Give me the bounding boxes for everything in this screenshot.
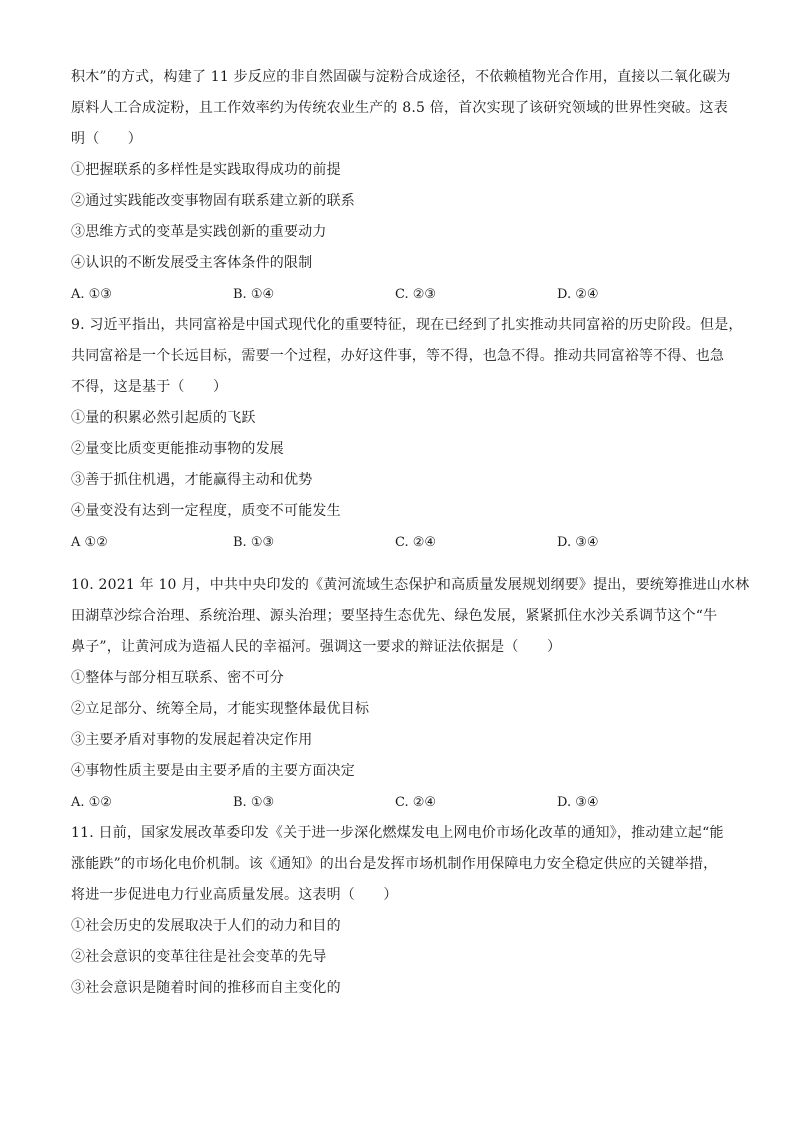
- question-11-stem-line: 将进一步促进电力行业高质量发展。这表明（ ）: [71, 887, 398, 903]
- question-9-stem-line: 9. 习近平指出，共同富裕是中国式现代化的重要特征，现在已经到了扎实推动共同富裕的历史阶段。但是，: [71, 317, 743, 333]
- question-8-item: ②通过实践能改变事物固有联系建立新的联系: [71, 193, 355, 209]
- question-10-stem-line: 鼻子”，让黄河成为造福人民的幸福河。强调这一要求的辩证法依据是（ ）: [71, 639, 562, 655]
- option-c: C. ②④: [395, 795, 437, 810]
- question-11-item: ①社会历史的发展取决于人们的动力和目的: [71, 918, 341, 934]
- option-d: D. ③④: [557, 535, 599, 550]
- question-8-item: ①把握联系的多样性是实践取得成功的前提: [71, 162, 341, 178]
- question-9-stem-line: 共同富裕是一个长远目标，需要一个过程，办好这件事，等不得，也急不得。推动共同富裕等不得、也急: [71, 348, 725, 364]
- question-11-item: ②社会意识的变革往往是社会变革的先导: [71, 949, 327, 965]
- question-11-item: ③社会意识是随着时间的推移而自主变化的: [71, 980, 341, 996]
- question-9-item: ②量变比质变更能推动事物的发展: [71, 441, 284, 457]
- question-8-item: ③思维方式的变革是实践创新的重要动力: [71, 224, 327, 240]
- question-11-stem-line: 11. 日前，国家发展改革委印发《关于进一步深化燃煤发电上网电价市场化改革的通知》，推动建立起“能: [71, 825, 724, 841]
- document-page: [71, 62, 750, 1004]
- option-b: B. ①③: [233, 535, 275, 550]
- question-9-item: ③善于抓住机遇，才能赢得主动和优势: [71, 472, 313, 488]
- question-9-options: [71, 527, 731, 558]
- option-d: D. ②④: [557, 287, 599, 302]
- question-8: [71, 62, 731, 310]
- option-b: B. ①③: [233, 795, 275, 810]
- question-10-item: ③主要矛盾对事物的发展起着决定作用: [71, 732, 313, 748]
- question-9-stem-line: 不得，这是基于（ ）: [71, 379, 228, 395]
- option-b: B. ①④: [233, 287, 275, 302]
- question-9-item: ④量变没有达到一定程度，质变不可能发生: [71, 503, 341, 519]
- question-10-item: ①整体与部分相互联系、密不可分: [71, 670, 284, 686]
- option-a: A. ①②: [71, 795, 112, 810]
- question-9-item: ①量的积累必然引起质的飞跃: [71, 410, 256, 426]
- option-d: D. ③④: [557, 795, 599, 810]
- question-10-options: [71, 787, 731, 818]
- question-8-stem-line: 原料人工合成淀粉，且工作效率约为传统农业生产的 8.5 倍，首次实现了该研究领域的世界性突破。这表: [71, 100, 728, 116]
- question-11: [71, 818, 731, 1004]
- question-10: [71, 570, 750, 818]
- question-8-stem-line: 积木”的方式，构建了 11 步反应的非自然固碳与淀粉合成途径，不依赖植物光合作用，直接以二氧化碳为: [71, 69, 731, 85]
- question-10-item: ②立足部分、统筹全局，才能实现整体最优目标: [71, 701, 370, 717]
- question-10-stem-line: 田湖草沙综合治理、系统治理、源头治理；要坚持生态优先、绿色发展，紧紧抓住水沙关系调节这个“牛: [71, 608, 718, 624]
- question-11-stem-line: 涨能跌”的市场化电价机制。该《通知》的出台是发挥市场机制作用保障电力安全稳定供应的关键举措，: [71, 856, 718, 872]
- question-9: [71, 310, 743, 558]
- option-c: C. ②③: [395, 287, 437, 302]
- question-8-options: [71, 279, 731, 310]
- question-8-item: ④认识的不断发展受主客体条件的限制: [71, 255, 313, 271]
- option-a: A ①②: [71, 535, 108, 550]
- spacer: [71, 558, 731, 570]
- option-c: C. ②④: [395, 535, 437, 550]
- question-10-item: ④事物性质主要是由主要矛盾的主要方面决定: [71, 763, 355, 779]
- question-10-stem-line: 10. 2021 年 10 月，中共中央印发的《黄河流域生态保护和高质量发展规划纲要》提出，要统筹推进山水林: [71, 577, 750, 593]
- question-8-stem-line: 明（ ）: [71, 131, 142, 147]
- option-a: A. ①③: [71, 287, 112, 302]
